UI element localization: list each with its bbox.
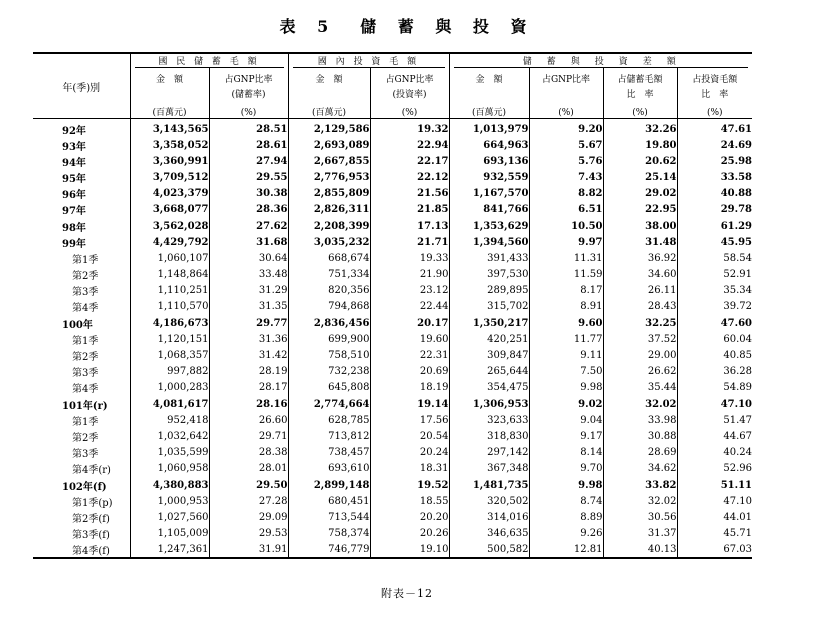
table-cell: 297,142 xyxy=(449,445,529,461)
table-cell: 1,035,599 xyxy=(130,445,209,461)
table-cell: 12.81 xyxy=(529,542,603,558)
table-cell: 9.97 xyxy=(529,234,603,250)
table-cell: 33.82 xyxy=(603,477,677,493)
unit-label: (%) xyxy=(529,102,603,119)
table-cell: 30.88 xyxy=(603,428,677,444)
col-header-savings-gnp: 占GNP比率 xyxy=(209,68,288,85)
table-cell: 952,418 xyxy=(130,412,209,428)
table-row xyxy=(33,380,752,396)
table-cell: 1,105,009 xyxy=(130,526,209,542)
table-cell: 758,510 xyxy=(288,347,370,363)
table-cell: 26.60 xyxy=(209,412,288,428)
table-cell: 1,394,560 xyxy=(449,234,529,250)
table-cell: 732,238 xyxy=(288,364,370,380)
table-cell: 33.48 xyxy=(209,267,288,283)
table-cell: 19.32 xyxy=(370,119,449,138)
table-cell: 9.70 xyxy=(529,461,603,477)
table-cell: 932,559 xyxy=(449,169,529,185)
table-cell: 28.36 xyxy=(209,202,288,218)
table-cell: 8.14 xyxy=(529,445,603,461)
table-cell: 21.90 xyxy=(370,267,449,283)
table-cell: 4,186,673 xyxy=(130,315,209,331)
table-cell: 35.44 xyxy=(603,380,677,396)
table-row xyxy=(33,509,752,525)
row-label: 98年 xyxy=(62,222,86,234)
table-cell: 52.91 xyxy=(677,267,752,283)
row-label: 100年 xyxy=(62,319,93,331)
table-cell: 47.60 xyxy=(677,315,752,331)
table-cell: 2,667,855 xyxy=(288,153,370,169)
table-cell: 31.42 xyxy=(209,347,288,363)
table-row xyxy=(33,347,752,363)
table-cell: 31.29 xyxy=(209,283,288,299)
table-cell: 1,013,979 xyxy=(449,119,529,138)
table-cell: 32.25 xyxy=(603,315,677,331)
table-cell: 2,774,664 xyxy=(288,396,370,412)
unit-label: (%) xyxy=(603,102,677,119)
table-cell: 2,836,456 xyxy=(288,315,370,331)
table-cell: 29.50 xyxy=(209,477,288,493)
row-label: 第3季 xyxy=(72,287,99,299)
table-cell: 29.53 xyxy=(209,526,288,542)
table-cell: 9.11 xyxy=(529,347,603,363)
table-cell: 27.94 xyxy=(209,153,288,169)
row-label: 第4季 xyxy=(72,303,99,315)
table-cell: 713,544 xyxy=(288,509,370,525)
table-cell: 7.50 xyxy=(529,364,603,380)
table-cell: 52.96 xyxy=(677,461,752,477)
table-cell: 1,110,251 xyxy=(130,283,209,299)
table-row xyxy=(33,364,752,380)
table-row xyxy=(33,234,752,250)
table-row xyxy=(33,250,752,266)
table-cell: 28.43 xyxy=(603,299,677,315)
table-cell: 51.11 xyxy=(677,477,752,493)
table-row xyxy=(33,315,752,331)
table-cell: 32.02 xyxy=(603,396,677,412)
row-label: 95年 xyxy=(62,173,86,185)
table-cell: 19.52 xyxy=(370,477,449,493)
row-label: 第1季 xyxy=(72,335,99,347)
table-cell: 25.98 xyxy=(677,153,752,169)
row-label: 96年 xyxy=(62,190,86,202)
table-cell: 36.92 xyxy=(603,250,677,266)
table-row xyxy=(33,461,752,477)
table-cell: 23.12 xyxy=(370,283,449,299)
table-cell: 8.89 xyxy=(529,509,603,525)
table-cell: 420,251 xyxy=(449,331,529,347)
table-cell: 44.01 xyxy=(677,509,752,525)
table-cell: 1,481,735 xyxy=(449,477,529,493)
table-cell: 645,808 xyxy=(288,380,370,396)
table-cell: 19.80 xyxy=(603,137,677,153)
table-cell: 40.88 xyxy=(677,186,752,202)
table-cell: 47.61 xyxy=(677,119,752,138)
table-cell: 11.59 xyxy=(529,267,603,283)
table-cell: 30.56 xyxy=(603,509,677,525)
table-cell: 9.20 xyxy=(529,119,603,138)
table-cell: 51.47 xyxy=(677,412,752,428)
col-header-gap-investment-ratio: 占投資毛額 xyxy=(677,68,752,85)
table-cell: 664,963 xyxy=(449,137,529,153)
row-label: 99年 xyxy=(62,238,86,250)
table-cell: 44.67 xyxy=(677,428,752,444)
row-label: 第2季 xyxy=(72,432,99,444)
table-cell: 1,060,958 xyxy=(130,461,209,477)
table-cell: 2,776,953 xyxy=(288,169,370,185)
table-cell: 18.31 xyxy=(370,461,449,477)
table-cell: 1,027,560 xyxy=(130,509,209,525)
unit-label: (%) xyxy=(677,102,752,119)
table-cell: 3,709,512 xyxy=(130,169,209,185)
table-cell: 3,562,028 xyxy=(130,218,209,234)
table-cell: 3,668,077 xyxy=(130,202,209,218)
table-row xyxy=(33,526,752,542)
table-cell: 29.55 xyxy=(209,169,288,185)
table-row xyxy=(33,283,752,299)
table-row xyxy=(33,542,752,558)
table-cell: 21.85 xyxy=(370,202,449,218)
savings-rate-label: (儲蓄率) xyxy=(209,85,288,102)
table-row xyxy=(33,445,752,461)
table-cell: 31.37 xyxy=(603,526,677,542)
table-cell: 1,148,864 xyxy=(130,267,209,283)
table-cell: 346,635 xyxy=(449,526,529,542)
table-cell: 40.85 xyxy=(677,347,752,363)
table-cell: 323,633 xyxy=(449,412,529,428)
table-cell: 60.04 xyxy=(677,331,752,347)
table-cell: 2,208,399 xyxy=(288,218,370,234)
table-cell: 17.13 xyxy=(370,218,449,234)
table-cell: 367,348 xyxy=(449,461,529,477)
table-cell: 40.24 xyxy=(677,445,752,461)
col-header-investment-gnp: 占GNP比率 xyxy=(370,68,449,85)
table-cell: 19.33 xyxy=(370,250,449,266)
table-cell: 40.13 xyxy=(603,542,677,558)
table-cell: 20.54 xyxy=(370,428,449,444)
table-cell: 26.11 xyxy=(603,283,677,299)
row-label: 92年 xyxy=(62,126,86,137)
table-cell: 9.26 xyxy=(529,526,603,542)
group-header-domestic-investment: 國 內 投 資 毛 額 xyxy=(288,53,449,68)
table-cell: 28.38 xyxy=(209,445,288,461)
row-label: 第2季(f) xyxy=(72,513,110,525)
table-cell: 28.19 xyxy=(209,364,288,380)
table-cell: 20.17 xyxy=(370,315,449,331)
table-cell: 820,356 xyxy=(288,283,370,299)
table-cell: 1,350,217 xyxy=(449,315,529,331)
ratio-label: 比 率 xyxy=(677,85,752,102)
table-cell: 20.62 xyxy=(603,153,677,169)
table-cell: 8.91 xyxy=(529,299,603,315)
table-cell: 1,060,107 xyxy=(130,250,209,266)
table-cell: 315,702 xyxy=(449,299,529,315)
table-row xyxy=(33,169,752,185)
table-cell: 5.67 xyxy=(529,137,603,153)
table-cell: 314,016 xyxy=(449,509,529,525)
table-cell: 21.56 xyxy=(370,186,449,202)
table-cell: 794,868 xyxy=(288,299,370,315)
table-cell: 9.98 xyxy=(529,477,603,493)
table-cell: 3,360,991 xyxy=(130,153,209,169)
table-cell: 391,433 xyxy=(449,250,529,266)
table-cell: 4,429,792 xyxy=(130,234,209,250)
table-cell: 746,779 xyxy=(288,542,370,558)
table-cell: 10.50 xyxy=(529,218,603,234)
table-cell: 19.60 xyxy=(370,331,449,347)
row-label: 第3季 xyxy=(72,368,99,380)
table-cell: 34.60 xyxy=(603,267,677,283)
table-cell: 47.10 xyxy=(677,396,752,412)
table-row xyxy=(33,477,752,493)
table-cell: 354,475 xyxy=(449,380,529,396)
table-cell: 45.95 xyxy=(677,234,752,250)
table-row xyxy=(33,299,752,315)
table-cell: 28.69 xyxy=(603,445,677,461)
page-title: 表 5 儲 蓄 與 投 資 xyxy=(279,17,535,36)
row-label: 97年 xyxy=(62,206,86,218)
table-cell: 309,847 xyxy=(449,347,529,363)
row-label: 101年(r) xyxy=(62,400,108,412)
table-cell: 8.17 xyxy=(529,283,603,299)
page-number: 附表－12 xyxy=(381,587,433,600)
table-cell: 2,826,311 xyxy=(288,202,370,218)
table-row xyxy=(33,412,752,428)
table-row xyxy=(33,396,752,412)
table-cell: 1,000,953 xyxy=(130,493,209,509)
table-cell: 1,110,570 xyxy=(130,299,209,315)
table-cell: 29.71 xyxy=(209,428,288,444)
savings-investment-table xyxy=(33,52,752,559)
table-cell: 289,895 xyxy=(449,283,529,299)
table-cell: 28.01 xyxy=(209,461,288,477)
table-cell: 19.14 xyxy=(370,396,449,412)
table-cell: 39.72 xyxy=(677,299,752,315)
unit-label: (%) xyxy=(209,102,288,119)
table-cell: 500,582 xyxy=(449,542,529,558)
table-cell: 33.98 xyxy=(603,412,677,428)
col-header-gap-savings-ratio: 占儲蓄毛額 xyxy=(603,68,677,85)
col-header-investment-amount: 金 額 xyxy=(288,68,370,85)
table-cell: 3,358,052 xyxy=(130,137,209,153)
col-header-savings-amount: 金 額 xyxy=(130,68,209,85)
table-cell: 4,380,883 xyxy=(130,477,209,493)
row-label: 93年 xyxy=(62,141,86,153)
table-cell: 8.82 xyxy=(529,186,603,202)
table-cell: 29.09 xyxy=(209,509,288,525)
table-cell: 33.58 xyxy=(677,169,752,185)
unit-label: (百萬元) xyxy=(449,102,529,119)
table-cell: 22.17 xyxy=(370,153,449,169)
table-cell: 18.19 xyxy=(370,380,449,396)
table-cell: 61.29 xyxy=(677,218,752,234)
table-cell: 29.78 xyxy=(677,202,752,218)
table-row xyxy=(33,267,752,283)
table-cell: 7.43 xyxy=(529,169,603,185)
table-cell: 38.00 xyxy=(603,218,677,234)
table-cell: 58.54 xyxy=(677,250,752,266)
table-cell: 27.28 xyxy=(209,493,288,509)
table-cell: 997,882 xyxy=(130,364,209,380)
table-cell: 1,167,570 xyxy=(449,186,529,202)
ratio-label: 比 率 xyxy=(603,85,677,102)
table-cell: 20.69 xyxy=(370,364,449,380)
table-cell: 27.62 xyxy=(209,218,288,234)
row-label: 第3季(f) xyxy=(72,530,110,542)
col-header-gap-amount: 金 額 xyxy=(449,68,529,85)
row-label: 第1季 xyxy=(72,254,99,266)
table-cell: 693,610 xyxy=(288,461,370,477)
table-cell: 28.61 xyxy=(209,137,288,153)
table-cell: 37.52 xyxy=(603,331,677,347)
row-label: 第3季 xyxy=(72,449,99,461)
table-cell: 265,644 xyxy=(449,364,529,380)
table-row xyxy=(33,119,752,138)
table-cell: 758,374 xyxy=(288,526,370,542)
row-label: 94年 xyxy=(62,157,86,169)
table-row xyxy=(33,186,752,202)
table-cell: 22.12 xyxy=(370,169,449,185)
table-row xyxy=(33,218,752,234)
table-cell: 2,693,089 xyxy=(288,137,370,153)
table-cell: 738,457 xyxy=(288,445,370,461)
table-cell: 29.77 xyxy=(209,315,288,331)
table-cell: 9.02 xyxy=(529,396,603,412)
table-row xyxy=(33,202,752,218)
table-cell: 320,502 xyxy=(449,493,529,509)
row-label: 第4季(f) xyxy=(33,542,130,558)
table-row xyxy=(33,331,752,347)
table-cell: 20.26 xyxy=(370,526,449,542)
table-cell: 54.89 xyxy=(677,380,752,396)
table-cell: 318,830 xyxy=(449,428,529,444)
table-cell: 17.56 xyxy=(370,412,449,428)
row-label: 第2季 xyxy=(72,352,99,364)
table-cell: 20.20 xyxy=(370,509,449,525)
table-cell: 397,530 xyxy=(449,267,529,283)
table-cell: 9.60 xyxy=(529,315,603,331)
table-cell: 47.10 xyxy=(677,493,752,509)
table-cell: 2,129,586 xyxy=(288,119,370,138)
group-header-national-savings: 國 民 儲 蓄 毛 額 xyxy=(130,53,288,68)
table-cell: 680,451 xyxy=(288,493,370,509)
table-cell: 22.94 xyxy=(370,137,449,153)
table-cell: 31.68 xyxy=(209,234,288,250)
table-cell: 29.00 xyxy=(603,347,677,363)
table-cell: 29.02 xyxy=(603,186,677,202)
table-cell: 18.55 xyxy=(370,493,449,509)
row-label: 第4季(r) xyxy=(72,465,111,477)
table-cell: 28.17 xyxy=(209,380,288,396)
table-cell: 32.26 xyxy=(603,119,677,138)
table-row xyxy=(33,137,752,153)
table-cell: 31.91 xyxy=(209,542,288,558)
table-cell: 699,900 xyxy=(288,331,370,347)
table-cell: 67.03 xyxy=(677,542,752,558)
table-cell: 31.48 xyxy=(603,234,677,250)
table-cell: 1,068,357 xyxy=(130,347,209,363)
table-cell: 9.04 xyxy=(529,412,603,428)
table-cell: 8.74 xyxy=(529,493,603,509)
table-body xyxy=(33,119,752,558)
row-label: 第1季(p) xyxy=(72,497,113,509)
unit-label: (百萬元) xyxy=(130,102,209,119)
table-cell: 11.77 xyxy=(529,331,603,347)
table-cell: 25.14 xyxy=(603,169,677,185)
table-cell: 4,081,617 xyxy=(130,396,209,412)
row-label: 第4季 xyxy=(72,384,99,396)
table-cell: 1,032,642 xyxy=(130,428,209,444)
table-cell: 21.71 xyxy=(370,234,449,250)
table-cell: 3,035,232 xyxy=(288,234,370,250)
table-row xyxy=(33,153,752,169)
table-cell: 693,136 xyxy=(449,153,529,169)
row-label: 102年(f) xyxy=(62,481,107,493)
table-cell: 34.62 xyxy=(603,461,677,477)
table-cell: 2,899,148 xyxy=(288,477,370,493)
table-cell: 841,766 xyxy=(449,202,529,218)
table-cell: 9.98 xyxy=(529,380,603,396)
row-label: 第2季 xyxy=(72,271,99,283)
investment-rate-label: (投資率) xyxy=(370,85,449,102)
table-cell: 1,247,361 xyxy=(130,542,209,558)
table-cell: 22.31 xyxy=(370,347,449,363)
row-label-header: 年(季)別 xyxy=(33,53,130,119)
table-cell: 1,000,283 xyxy=(130,380,209,396)
table-row xyxy=(33,493,752,509)
table-row xyxy=(33,428,752,444)
table-cell: 35.34 xyxy=(677,283,752,299)
table-cell: 31.35 xyxy=(209,299,288,315)
row-label: 第1季 xyxy=(72,416,99,428)
table-cell: 5.76 xyxy=(529,153,603,169)
table-cell: 31.36 xyxy=(209,331,288,347)
table-cell: 1,306,953 xyxy=(449,396,529,412)
col-header-gap-gnp: 占GNP比率 xyxy=(529,68,603,85)
table-cell: 28.51 xyxy=(209,119,288,138)
table-cell: 24.69 xyxy=(677,137,752,153)
table-cell: 22.95 xyxy=(603,202,677,218)
table-cell: 3,143,565 xyxy=(130,119,209,138)
table-cell: 1,120,151 xyxy=(130,331,209,347)
table-cell: 32.02 xyxy=(603,493,677,509)
table-cell: 4,023,379 xyxy=(130,186,209,202)
table-cell: 2,855,809 xyxy=(288,186,370,202)
group-header-savings-investment-gap: 儲 蓄 與 投 資 差 額 xyxy=(449,53,752,68)
table-cell: 22.44 xyxy=(370,299,449,315)
table-cell: 30.64 xyxy=(209,250,288,266)
unit-label: (%) xyxy=(370,102,449,119)
table-cell: 11.31 xyxy=(529,250,603,266)
table-cell: 19.10 xyxy=(370,542,449,558)
table-cell: 9.17 xyxy=(529,428,603,444)
unit-label: (百萬元) xyxy=(288,102,370,119)
table-cell: 30.38 xyxy=(209,186,288,202)
table-cell: 1,353,629 xyxy=(449,218,529,234)
table-cell: 751,334 xyxy=(288,267,370,283)
table-cell: 36.28 xyxy=(677,364,752,380)
table-cell: 26.62 xyxy=(603,364,677,380)
table-cell: 45.71 xyxy=(677,526,752,542)
table-cell: 28.16 xyxy=(209,396,288,412)
table-cell: 668,674 xyxy=(288,250,370,266)
table-cell: 713,812 xyxy=(288,428,370,444)
table-cell: 6.51 xyxy=(529,202,603,218)
table-cell: 628,785 xyxy=(288,412,370,428)
table-cell: 20.24 xyxy=(370,445,449,461)
